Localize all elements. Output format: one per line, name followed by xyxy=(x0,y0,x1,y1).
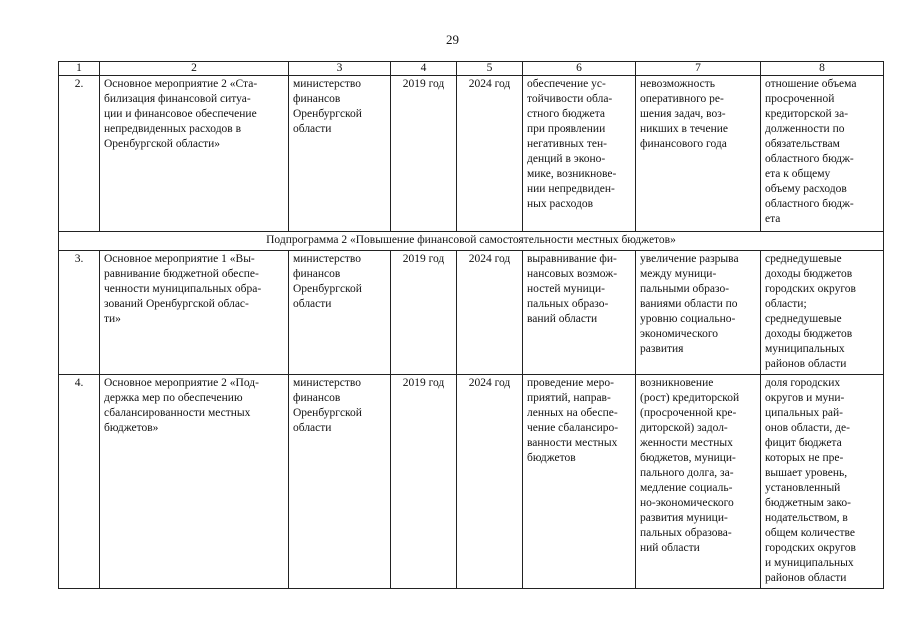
table-row xyxy=(59,375,884,589)
subprogram-row xyxy=(59,232,884,251)
executor: министерство финансов Оренбургской области xyxy=(289,251,391,375)
expected-result: проведение меро- приятий, направ- ленных на обеспе- чение сбалансиро- ванности местных бюджетов xyxy=(523,375,636,589)
col-header-2: 2 xyxy=(100,62,289,76)
row-number: 3. xyxy=(59,251,100,375)
row-number: 4. xyxy=(59,375,100,589)
executor: министерство финансов Оренбургской области xyxy=(289,375,391,589)
executor: министерство финансов Оренбургской области xyxy=(289,76,391,232)
start-year: 2019 год xyxy=(391,375,457,589)
event-name: Основное мероприятие 2 «Под- держка мер по обеспечению сбалансированности местных бюджетов» xyxy=(100,375,289,589)
table-row xyxy=(59,76,884,232)
linked-indicator: доля городских округов и муни- ципальных рай- онов области, де- фицит бюджета которых не пре- вышает уровень, установленный бюджетным зако- нодательством, в общем количестве городских округов и муниципальных районов области xyxy=(761,375,884,589)
non-implementation-consequence: невозможность оперативного ре- шения задач, воз- никших в течение финансового года xyxy=(636,76,761,232)
end-year: 2024 год xyxy=(457,76,523,232)
start-year: 2019 год xyxy=(391,76,457,232)
col-header-8: 8 xyxy=(761,62,884,76)
table-row xyxy=(59,251,884,375)
end-year: 2024 год xyxy=(457,251,523,375)
linked-indicator: среднедушевые доходы бюджетов городских округов области; среднедушевые доходы бюджетов муниципальных районов области xyxy=(761,251,884,375)
start-year: 2019 год xyxy=(391,251,457,375)
col-header-5: 5 xyxy=(457,62,523,76)
col-header-6: 6 xyxy=(523,62,636,76)
expected-result: обеспечение ус- тойчивости обла- стного бюджета при проявлении негативных тен- денций в эконо- мике, возникнове- нии непредвиден- ных расходов xyxy=(523,76,636,232)
linked-indicator: отношение объема просроченной кредиторской за- долженности по обязательствам областного бюдж- ета к общему объему расходов областного бюдж- ета xyxy=(761,76,884,232)
subprogram-title: Подпрограмма 2 «Повышение финансовой самостоятельности местных бюджетов» xyxy=(59,232,884,251)
end-year: 2024 год xyxy=(457,375,523,589)
measures-table xyxy=(58,61,884,589)
non-implementation-consequence: увеличение разрыва между муници- пальными образо- ваниями области по уровню социально- экономического развития xyxy=(636,251,761,375)
non-implementation-consequence: возникновение (рост) кредиторской (просроченной кре- диторской) задол- женности местных бюджетов, муници- пального долга, за- медление социаль- но-экономического развития муници- пальных образова- ний области xyxy=(636,375,761,589)
row-number: 2. xyxy=(59,76,100,232)
expected-result: выравнивание фи- нансовых возмож- ностей муници- пальных образо- ваний области xyxy=(523,251,636,375)
event-name: Основное мероприятие 2 «Ста- билизация финансовой ситуа- ции и финансовое обеспечение непредвиденных расходов в Оренбургской области» xyxy=(100,76,289,232)
col-header-1: 1 xyxy=(59,62,100,76)
col-header-7: 7 xyxy=(636,62,761,76)
col-header-4: 4 xyxy=(391,62,457,76)
col-header-3: 3 xyxy=(289,62,391,76)
event-name: Основное мероприятие 1 «Вы- равнивание бюджетной обеспе- ченности муниципальных обра- зований Оренбургской облас- ти» xyxy=(100,251,289,375)
page-number: 29 xyxy=(446,32,459,47)
column-number-row xyxy=(59,62,884,76)
